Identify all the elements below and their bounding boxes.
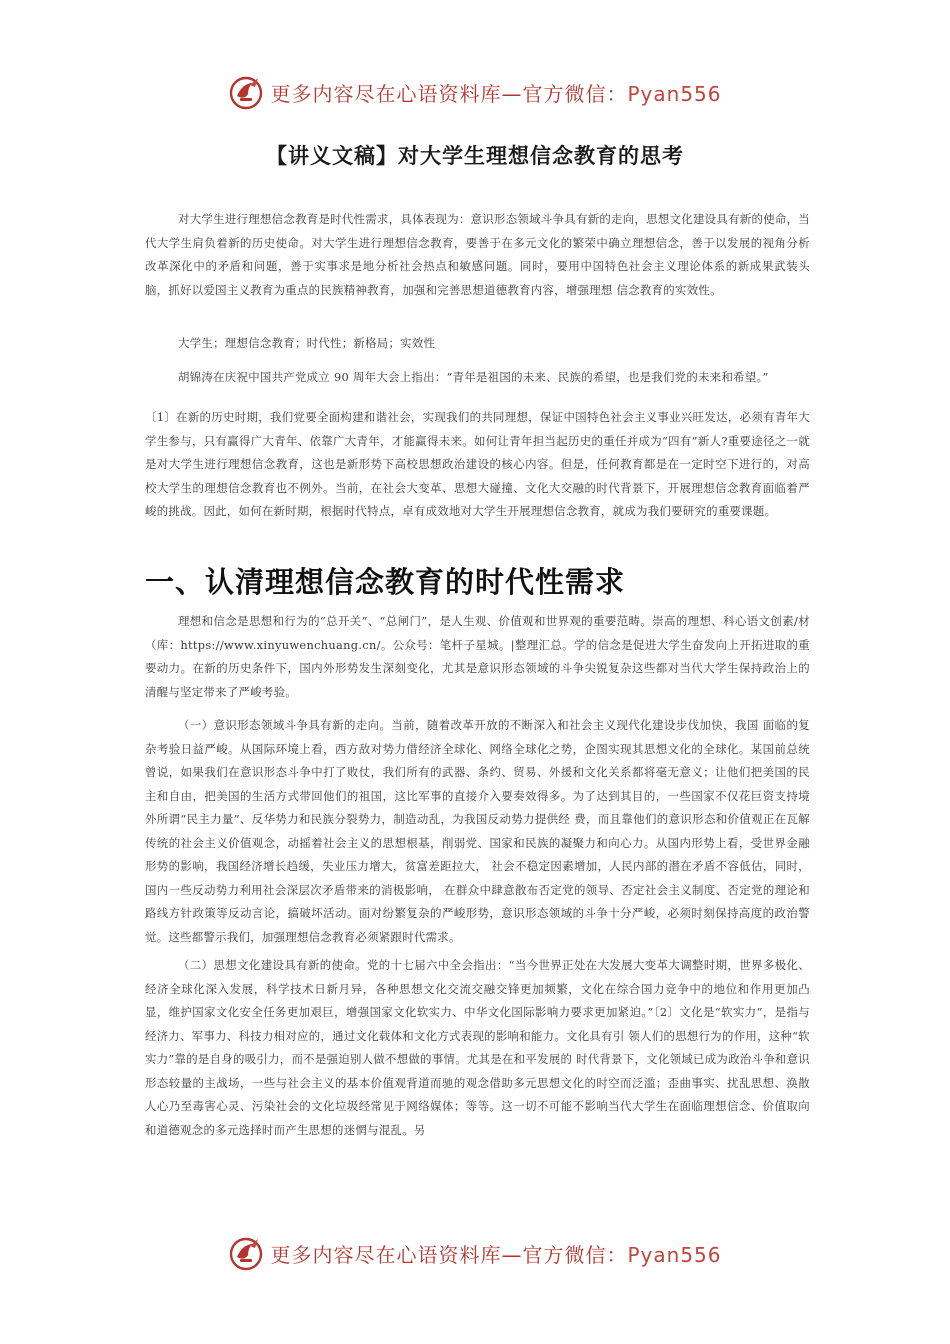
section-heading: 一、认清理想信念教育的时代性需求 <box>145 565 626 599</box>
subsection-1-paragraph: （一）意识形态领域斗争具有新的走向。当前，随着改革开放的不断深入和社会主义现代化建设步伐加快，我国 面临的复杂考验日益严峻。从国际环境上看，西方敌对势力借经济全球化、网络全球化之势，企图实现其思想文化的全球化。某国前总统曾说，如果我们在意识形态斗争中打了败仗，我们所有的武器、条约、贸易、外援和文化关系都将毫无意义；让他们把美国的民主和自由，把美国的生活方式带回他们的祖国，这比军事的直接介入要奏效得多。为了达到其目的，一些国家不仅花巨资支持境外所谓“民主力量”、反华势力和民族分裂势力，制造动乱，为我国反动势力提供经 费，而且靠他们的意识形态和价值观正在瓦解传统的社会主义价值观念，动摇着社会主义的思想根基，削弱党、国家和民族的凝聚力和向心力。从国内形势上看，受世界金融形势的影响，我国经济增长趋缓，失业压力增大，贫富差距拉大， 社会不稳定因素增加，人民内部的潜在矛盾不容低估，同时，国内一些反动势力利用社会深层次矛盾带来的消极影响， 在群众中肆意散布否定党的领导、否定社会主义制度、否定党的理论和路线方针政策等反动言论，搞破坏活动。面对纷繁复杂的严峻形势，意识形态领域的斗争十分严峻，必须时刻保持高度的政治警觉。这些都警示我们，加强理想信念教育必须紧跟时代需求。 <box>145 718 810 944</box>
keywords-line: 大学生；理想信念教育；时代性；新格局；实效性 <box>178 336 436 350</box>
header-banner <box>0 72 950 112</box>
subsection-2-paragraph: （二）思想文化建设具有新的使命。党的十七届六中全会指出：“当今世界正处在大发展大变革大调整时期，世界多极化、经济全球化深入发展，科学技术日新月异，各种思想文化交流交融交锋更加频繁，文化在综合国力竞争中的地位和作用更加凸显，维护国家文化安全任务更加艰巨，增强国家文化软实力、中华文化国际影响力要求更加紧迫。”〔2〕文化是“软实力”，是指与经济力、军事力、科技力相对应的，通过文化载体和文化方式表现的影响和能力。文化具有引 领人们的思想行为的作用，这种“软实力”靠的是自身的吸引力，而不是强迫别人做不想做的事情。尤其是在和平发展的 时代背景下，文化领域已成为政治斗争和意识形态较量的主战场，一些与社会主义的基本价值观背道而驰的观念借助多元思想文化的时空而泛滥；歪曲事实、扰乱思想、涣散人心乃至毒害心灵、污染社会的文化垃圾经常见于网络媒体；等等。这一切不可能不影响当代大学生在面临理想信念、价值取向和道德观念的多元选择时而产生思想的迷惘与混乱。另 <box>145 958 810 1137</box>
wechat-id: Pyan556 <box>627 1242 722 1267</box>
abstract-paragraph: 对大学生进行理想信念教育是时代性需求，具体表现为：意识形态领域斗争具有新的走向，思想文化建设具有新的使命，当代大学生肩负着新的历史使命。对大学生进行理想信念教育，要善于在多元文化的繁荣中确立理想信念，善于以发展的视角分析改革深化中的矛盾和问题，善于实事求是地分析社会热点和敏感问题。同时，要用中国特色社会主义理论体系的新成果武装头脑，抓好以爱国主义教育为重点的民族精神教育，加强和完善思想道德教育内容，增强理想 信念教育的实效性。 <box>145 212 810 297</box>
footer-banner <box>0 1233 950 1273</box>
brand-logo-icon <box>228 1235 264 1271</box>
banner-text: 更多内容尽在心语资料库—官方微信：Pyan556 <box>270 81 722 106</box>
wechat-id: Pyan556 <box>627 81 722 106</box>
quote-paragraph: 胡锦涛在庆祝中国共产党成立 90 周年大会上指出：“青年是祖国的未来、民族的希望，也是我们党的未来和希望。” <box>178 370 769 384</box>
section-intro-paragraph: 理想和信念是思想和行为的“总开关”、“总闸门”，是人生观、价值观和世界观的重要范畴。崇高的理想、科心语文创素/材（库：https://www.xinyuwenchuang.cn/。公众号：笔杆子星城。|整理汇总。学的信念是促进大学生奋发向上开拓进取的重要动力。在新的历史条件下，国内外形势发生深刻变化，尤其是意识形态领域的斗争尖锐复杂这些都对当代大学生保持政治上的清醒与坚定带来了严峻考验。 <box>145 614 810 699</box>
intro-paragraph: 〔1〕在新的历史时期，我们党要全面构建和谐社会，实现我们的共同理想，保证中国特色社会主义事业兴旺发达，必须有青年大学生参与，只有赢得广大青年、依靠广大青年，才能赢得未来。如何让青年担当起历史的重任并成为“四有”新人?重要途径之一就是对大学生进行理想信念教育，这也是新形势下高校思想政治建设的核心内容。但是，任何教育都是在一定时空下进行的，对高校大学生的理想信念教育也不例外。当前，在社会大变革、思想大碰撞、文化大交融的时代背景下，开展理想信念教育面临着严峻的挑战。因此，如何在新时期，根据时代特点，卓有成效地对大学生开展理想信念教育，就成为我们要研究的重要课题。 <box>145 410 810 518</box>
brand-logo-icon <box>228 74 264 110</box>
banner-text: 更多内容尽在心语资料库—官方微信：Pyan556 <box>270 1242 722 1267</box>
document-title: 【讲义文稿】对大学生理想信念教育的思考 <box>266 144 684 168</box>
